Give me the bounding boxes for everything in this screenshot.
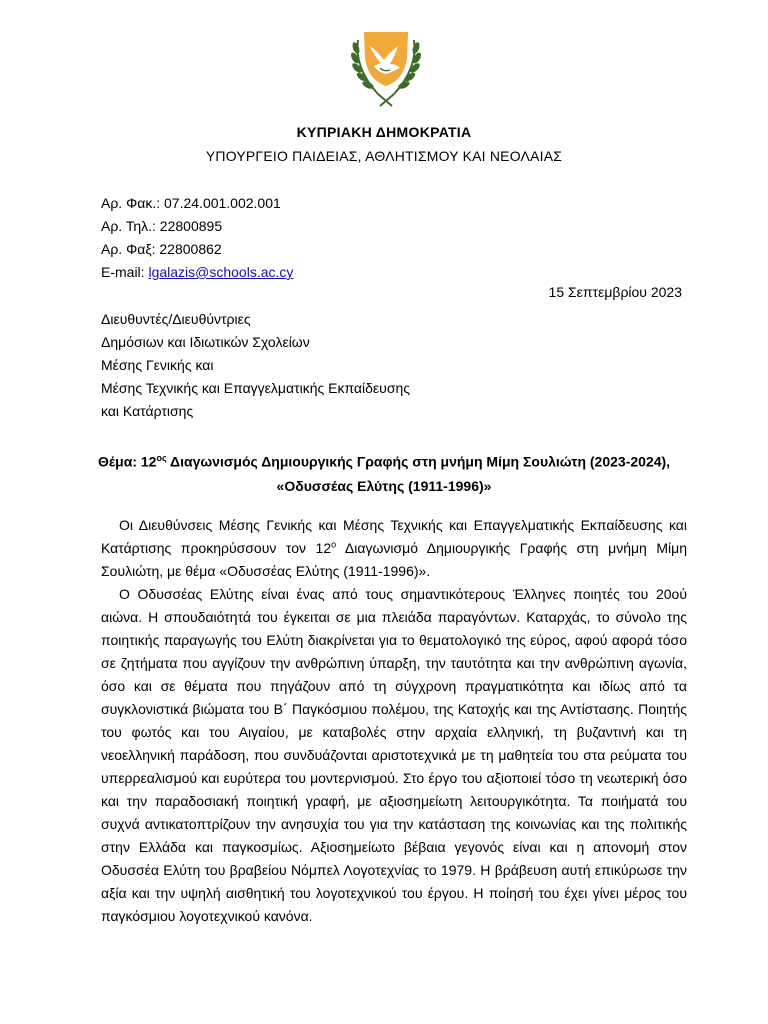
email-line [101, 261, 293, 284]
email-link[interactable]: lgalazis@schools.ac.cy [148, 264, 294, 280]
file-number: Αρ. Φακ.: 07.24.001.002.001 [101, 195, 281, 211]
subject-line-2: «Οδυσσέας Ελύτης (1911-1996)» [276, 477, 492, 494]
paragraph-1: Οι Διευθύνσεις Μέσης Γενικής και Μέσης Τεχνικής και Επαγγελματικής Εκπαίδευσης και Κατάρτισης προκηρύσσουν τον $12^o$ Διαγωνισμό Δημιουργικής Γραφής στη μνήμη Μίμη Σουλιώτη, με θέμα «Οδυσσέας Ελύτης (1911-1996)». [101, 517, 687, 579]
letter-date: 15 Σεπτεμβρίου 2023 [548, 284, 682, 300]
coat-of-arms-icon [344, 28, 428, 108]
letter-body [101, 514, 687, 928]
ordinal-suffix: ο [331, 539, 337, 550]
recipient-line: και Κατάρτισης [101, 403, 194, 419]
phone-number: Αρ. Τηλ.: 22800895 [101, 218, 223, 234]
ministry-heading: ΥΠΟΥΡΓΕΙΟ ΠΑΙΔΕΙΑΣ, ΑΘΛΗΤΙΣΜΟΥ ΚΑΙ ΝΕΟΛΑΙΑΣ [205, 148, 563, 164]
subject-heading [60, 446, 708, 498]
recipient-line: Δημόσιων και Ιδιωτικών Σχολείων [101, 334, 310, 350]
country-heading: ΚΥΠΡΙΑΚΗ ΔΗΜΟΚΡΑΤΙΑ [296, 124, 472, 140]
email-label: E-mail: [101, 264, 149, 280]
subject-ordinal: ος [156, 453, 167, 463]
recipients-block [101, 308, 410, 423]
recipient-line: Μέσης Γενικής και [101, 357, 214, 373]
recipient-line: Μέσης Τεχνικής και Επαγγελματικής Εκπαίδευσης [101, 380, 410, 396]
fax-number: Αρ. Φαξ: 22800862 [101, 241, 222, 257]
recipient-line: Διευθυντές/Διευθύντριες [101, 311, 251, 327]
reference-block [101, 192, 293, 284]
subject-line-1: Θέμα: $12^{o\varsigma}$ Διαγωνισμός Δημιουργικής Γραφής στη μνήμη Μίμη Σουλιώτη (2023-2024), [97, 453, 671, 470]
paragraph-2: Ο Οδυσσέας Ελύτης είναι ένας από τους σημαντικότερους Έλληνες ποιητές του 20ού αιώνα. Η σπουδαιότητά του έγκειται σε μια πλειάδα παραγόντων. Καταρχάς, το σύνολο της ποιητικής παραγωγής του Ελύτη διακρίνεται για το θεματολογικό της εύρος, αφού αφορά τόσο σε ζητήματα που αγγίζουν την ανθρώπινη ύπαρξη, την ταυτότητα και την ανθρώπινη αγωνία, όσο και σε θέματα που πηγάζουν από τη σύγχρονη πραγματικότητα και ιδίως από τα συγκλονιστικά βιώματα του Β΄ Παγκόσμιου πολέμου, της Κατοχής και της Αντίστασης. Ποιητής του φωτός και του Αιγαίου, με καταβολές στην αρχαία ελληνική, τη βυζαντινή και τη νεοελληνική παράδοση, που συνδυάζονται αριστοτεχνικά με τη μαθητεία του στα ρεύματα του υπερρεαλισμού και ευρύτερα του μοντερνισμού. Στο έργο του αξιοποιεί τόσο τη νεωτερική όσο και την παραδοσιακή ποιητική γραφή, με αξιοσημείωτη λειτουργικότητα. Τα ποιήματά του συχνά αντικατοπτρίζουν την ανησυχία του για την κατάσταση της κοινωνίας και της πολιτικής στην Ελλάδα και παγκοσμίως. Αξιοσημείωτο βέβαια γεγονός είναι και η απονομή στον Οδυσσέα Ελύτη του βραβείου Νόμπελ Λογοτεχνίας το 1979. Η βράβευση αυτή επικύρωσε την αξία και την υψηλή αισθητική του λογοτεχνικού του έργου. Η ποίησή του έχει γίνει μέρος του παγκόσμιου λογοτεχνικού κανόνα. [101, 586, 687, 924]
